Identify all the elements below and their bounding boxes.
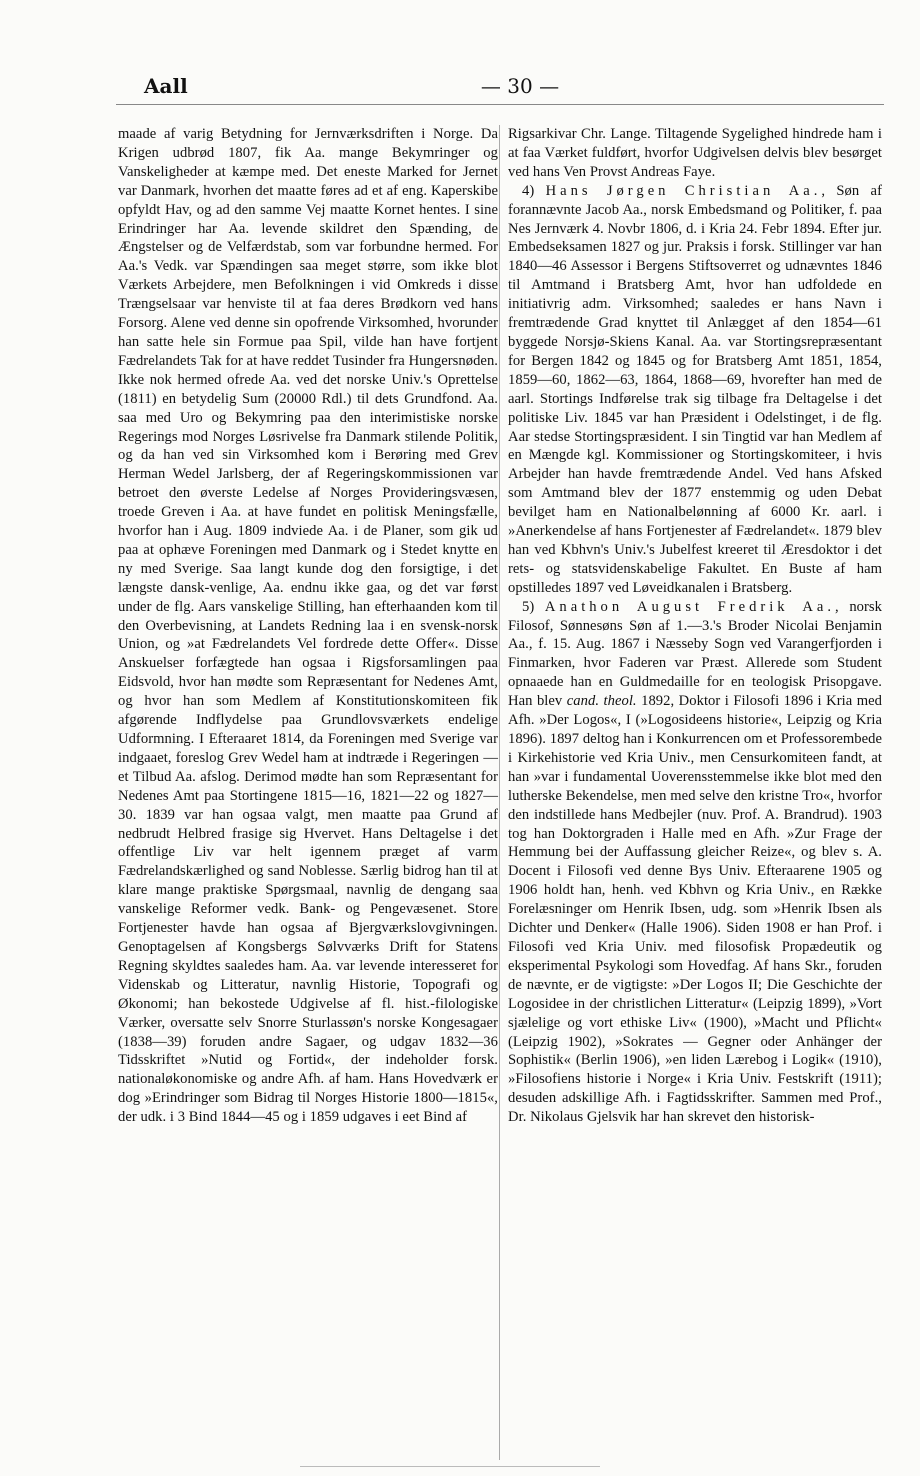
entry-name: Anathon August Fredrik Aa. [544,598,836,615]
entry-text: , norsk Filosof, Sønnesøns Søn af 1.—3.'s Broder Nicolai Benjamin Aa., f. 15. Aug. 1867 i Næsseby Sogn ved Varangerfjorden i Finmarken, hvor Faderen var Præst. Allerede som Student opnaaede han en Guldmedaille for en teologisk Prisopgave. Han blev [508,598,883,710]
entry-anathon [508,598,882,1127]
header-rule [116,104,884,105]
running-head: Aall [144,74,188,98]
page-number: — 30 — [480,74,560,98]
right-column [508,125,882,1127]
entry-name: Hans Jørgen Christian Aa. [545,182,822,199]
left-column-text: maade af varig Betydning for Jernværksdriften i Norge. Da Krigen udbrød 1807, fik Aa. mange Bekymringer og Vanskeligheder at kæmpe med. Det eneste Marked for Jernet var Danmark, hvorhen det maatte føres ad et af eng. Kaperskibe opfyldt Hav, og ad den samme Vej maatte Kornet hentes. I sine Erindringer har Aa. levende skildret den Spænding, de Ængstelser og de Velfærdstab, som var forbundne hermed. For Aa.'s Vedk. var Spændingen saa meget større, som ikke blot Værkets Arbejdere, men Befolkningen i vid Omkreds i disse Trængselsaar var henviste til at faa deres Brødkorn ved hans Forsorg. Alene ved denne sin opofrende Virksomhed, hvorunder han satte hele sin Formue paa Spil, vilde han have fortjent Fædrelandets Tak for at have reddet Tusinder fra Hungersnøden. Ikke nok hermed ofrede Aa. ved det norske Univ.'s Oprettelse (1811) en betydelig Sum (20000 Rdl.) til dets Grundfond. Aa. saa med Uro og Bekymring paa den interimistiske norske Regerings mod Norges Løsrivelse fra Danmark stilende Politik, og da han ved sin Virksomhed kom i Berøring med Grev Herman Wedel Jarlsberg, der af Regeringskommissionen var betroet den øverste Ledelse af Norges Provideringsvæsen, troede Greven i Aa. at have fundet en politisk Meningsfælle, hvorfor han i Aug. 1809 indviede Aa. i de Planer, som gik ud paa at ophæve Foreningen med Danmark og i Stedet knytte en ny med Sverige. Saa langt kunde dog den forsigtige, i det længste dansk-venlige, Aa. endnu ikke gaa, og det var først under de flg. Aars vanskelige Stilling, han efterhaanden kom til den Overbevisning, at Landets Redning laa i en svensk-norsk Union, og »at Fædrelandets Vel fordrede dette Offer«. Disse Anskuelser forfægtede han ogsaa i Rigsforsamlingen paa Eidsvold, hvor han mødte som Repræsentant for Nedenes Amt, og hvor han som Medlem af Konstitutionskomiteen fik afgørende Indflydelse paa Grundlovsværkets endelige Udformning. I Efteraaret 1814, da Foreningen med Sverige var indgaaet, foreslog Grev Wedel ham at indtræde i Regeringen — et Tilbud Aa. afslog. Derimod mødte han som Repræsentant for Nedenes Amt paa Stortingene 1815—16, 1821—22 og 1827—30. 1839 var han ogsaa valgt, men maatte paa Grund af nedbrudt Helbred frasige sig Hvervet. Hans Deltagelse i det offentlige Liv var helt igennem præget af varm Fædrelandskærlighed og sand Noblesse. Særlig bidrog han til at klare mange praktiske Spørgsmaal, navnlig de dengang saa vanskelige Reformer vedk. Bank- og Pengevæsenet. Store Fortjenester havde han ogsaa af Bjergværkslovgivningen. Genoptagelsen af Kongsbergs Sølvværks Drift for Statens Regning skyldtes saaledes ham. Aa. var levende interesseret for Videnskab og Litteratur, navnlig Historie, Topografi og Økonomi; han bekostede Udgivelse af fl. hist.-filologiske Værker, oversatte selv Snorre Sturlassøn's norske Kongesagaer (1838—39) foruden andre Sagaer, og udgav 1832—36 Tidsskriftet »Nutid og Fortid«, der indeholder forsk. nationaløkonomiske og andre Afh. af ham. Hans Hovedværk er dog »Erindringer som Bidrag til Norges Historie 1800—1815«, der udk. i 3 Bind 1844—45 og i 1859 udgaves i eet Bind af [118,126,498,1126]
entry-number: 5) [522,598,535,615]
right-para-continuation: Rigsarkivar Chr. Lange. Tiltagende Sygelighed hindrede ham i at faa Værket fuldført, hvorfor Udgivelsen delvis blev besørget ved hans Ven Provst Andreas Faye. [508,126,882,180]
entry-italic-degree: cand. theol. [566,693,637,710]
bottom-rule [300,1466,600,1467]
left-column [118,125,498,1127]
entry-text-cont: 1892, Doktor i Filosofi 1896 i Kria med Afh. »Der Logos«, I (»Logosideens historie«, Leipzig og Kria 1896). 1897 deltog han i Konkurrencen om et Professorembede i Kirkehistorie ved Kria Univ., men Censurkomiteen fandt, at han »var i fundamental Uoverensstemmelse ikke blot med den lutherske Bekendelse, men med selve den kristne Tro«, hvorfor den indstillede hans Medbejler (nuv. Prof. A. Brandrud). 1903 tog han Doktorgraden i Halle med en Afh. »Zur Frage der Hemmung bei der Auffassung gleicher Reize«, og blev s. A. Docent i Filosofi ved denne Bys Univ. Efteraarene 1905 og 1906 holdt han, henh. ved Kbhvn og Kria Univ., en Række Forelæsninger om Henrik Ibsen, udg. som »Henrik Ibsen als Dichter und Denker« (Halle 1906). Siden 1908 er han Prof. i Filosofi ved Kria Univ. med filosofisk Propædeutik og eksperimental Psykologi som Hovedfag. Af hans Skr., foruden de nævnte, er de vigtigste: »Der Logos II; Die Geschichte der Logosidee in der christlichen Litteratur« (Leipzig 1899), »Vort sjælelige og vort ethiske Liv« (1900), »Macht und Pflicht« (Leipzig 1902), »Sokrates — Gegner oder Anhänger der Sophistik« (Berlin 1906), »en liden Lærebog i Logik« (1910), »Filosofiens historie i Norge« i Kria Univ. Festskrift (1911); desuden adskillige Afh. i Fagtidsskrifter. Sammen med Prof., Dr. Nikolaus Gjelsvik har han skrevet den historisk- [508,693,882,1126]
entry-text: , Søn af forannævnte Jacob Aa., norsk Embedsmand og Politiker, f. paa Nes Jernværk 4. Novbr 1806, d. i Kria 24. Febr 1894. Efter jur. Embedseksamen 1827 og jur. Praksis i forsk. Stillinger var han 1840—46 Assessor i Bergens Stiftsoverret og udnævntes 1846 til Amtmand i Bratsberg Amt, hvor han udfoldede en initiativrig adm. Virksomhed; saaledes er hans Navn i fremtrædende Grad knyttet til Anlægget af den 1854—61 byggede Norsjø-Skiens Kanal. Aa. var Stortingsrepræsentant for Bergen 1842 og 1845 og for Bratsberg Amt 1851, 1854, 1859—60, 1862—63, 1864, 1868—69, hvorefter han med de aarl. Stortings Indførelse trak sig tilbage fra Deltagelse i det politiske Liv. 1845 var han Præsident i Odelstinget, i de flg. Aar stedse Stortingspræsident. I sin Tingtid var han Medlem af en Mængde kgl. Kommissioner og Stortingskomiteer, i hvis Arbejder han havde fremtrædende Andel. Ved hans Afsked som Amtmand blev der 1877 enstemmig og uden Debat bevilget ham en Nationalbelønning af 6000 Kr. aarl. i »Anerkendelse af hans Fortjenester af Fædrelandet«. 1879 blev han ved Kbhvn's Univ.'s Jubelfest kreeret til Æresdoktor i det rets- og statsvidenskabelige Fakultet. En Buste af ham opstilledes 1897 ved Løveidkanalen i Bratsberg. [508,182,882,596]
entry-hans-jorgen [508,182,882,598]
entry-number: 4) [522,182,535,199]
column-divider [499,125,500,1460]
